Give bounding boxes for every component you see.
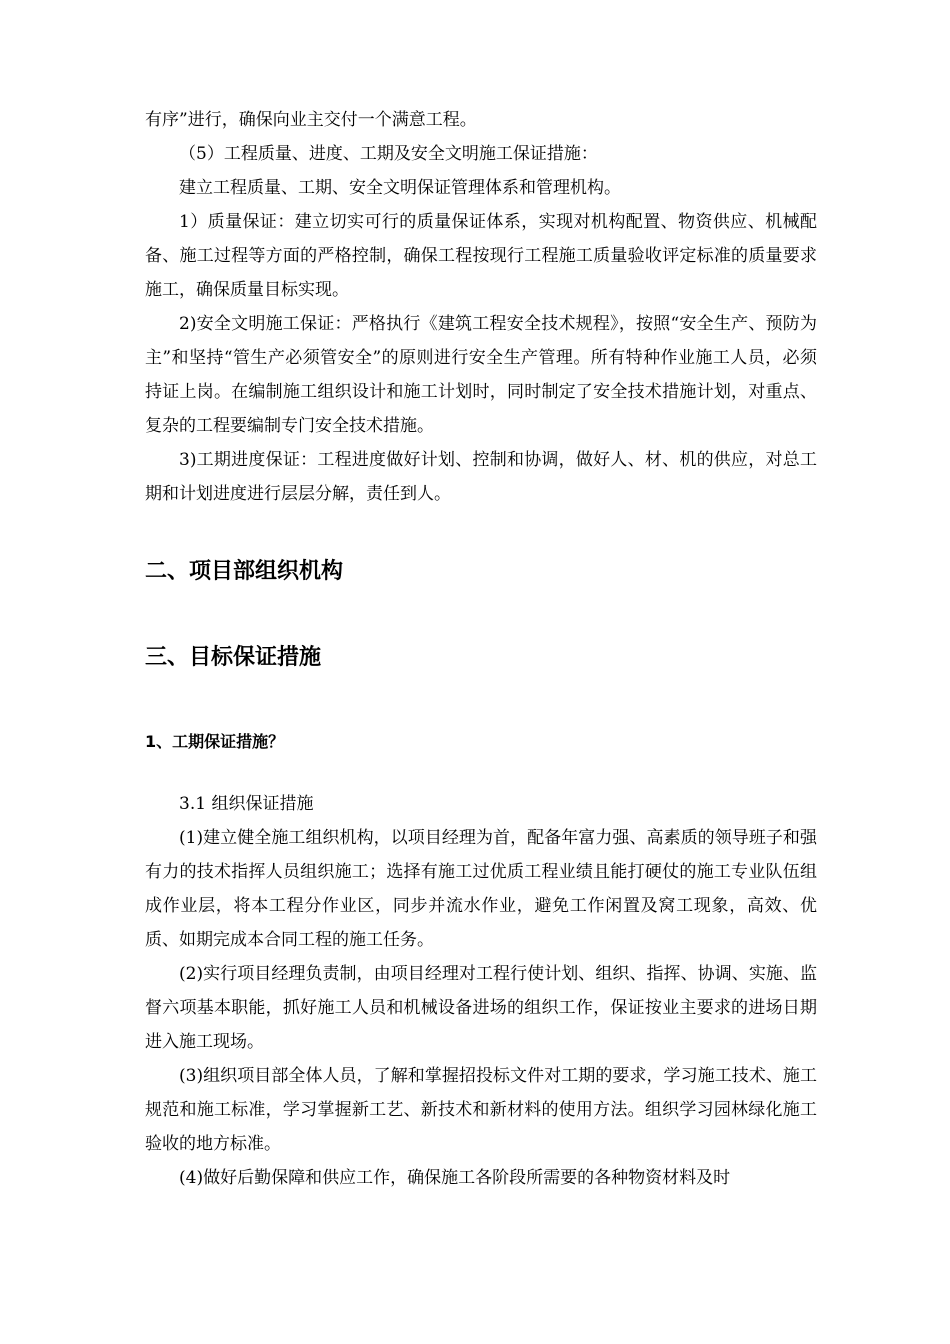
section-heading-organization: 二、项目部组织机构 bbox=[145, 559, 344, 584]
paragraph-item-5: （5）工程质量、进度、工期及安全文明施工保证措施： bbox=[179, 144, 598, 164]
paragraph-measure-2: (2)实行项目经理负责制，由项目经理对工程行使计划、组织、指挥、协调、实施、监督六项基本职能，抓好施工人员和机械设备进场的组织工作，保证按业主要求的进场日期进入施工现场。 bbox=[145, 964, 817, 1052]
paragraph-schedule-guarantee: 3)工期进度保证：工程进度做好计划、控制和协调，做好人、材、机的供应，对总工期和计划进度进行层层分解，责任到人。 bbox=[145, 450, 817, 504]
paragraph-measure-1: (1)建立健全施工组织机构，以项目经理为首，配备年富力强、高素质的领导班子和强有力的技术指挥人员组织施工；选择有施工过优质工程业绩且能打硬仗的施工专业队伍组成作业层，将本工程分作业区，同步并流水作业，避免工作闲置及窝工现象，高效、优质、如期完成本合同工程的施工任务。 bbox=[145, 828, 817, 950]
paragraph-3-1: 3.1 组织保证措施 bbox=[179, 794, 314, 814]
paragraph-management-system: 建立工程质量、工期、安全文明保证管理体系和管理机构。 bbox=[179, 178, 621, 198]
paragraph-quality-guarantee: 1）质量保证：建立切实可行的质量保证体系，实现对机构配置、物资供应、机械配备、施工过程等方面的严格控制，确保工程按现行工程施工质量验收评定标准的质量要求施工，确保质量目标实现。 bbox=[145, 212, 817, 300]
paragraph-measure-3: (3)组织项目部全体人员，了解和掌握招投标文件对工期的要求，学习施工技术、施工规范和施工标准，学习掌握新工艺、新技术和新材料的使用方法。组织学习园林绿化施工验收的地方标准。 bbox=[145, 1066, 817, 1154]
paragraph-safety-guarantee: 2)安全文明施工保证：严格执行《建筑工程安全技术规程》，按照“安全生产、预防为主”和坚持“管生产必须管安全”的原则进行安全生产管理。所有特种作业施工人员，必须持证上岗。在编制施工组织设计和施工计划时，同时制定了安全技术措施计划，对重点、复杂的工程要编制专门安全技术措施。 bbox=[145, 314, 817, 436]
paragraph-measure-4: (4)做好后勤保障和供应工作，确保施工各阶段所需要的各种物资材料及时 bbox=[179, 1168, 731, 1188]
paragraph-continuation: 有序”进行，确保向业主交付一个满意工程。 bbox=[145, 110, 477, 130]
section-heading-target-measures: 三、目标保证措施 bbox=[145, 645, 322, 670]
subheading-schedule-measures: 1、工期保证措施？ bbox=[145, 732, 285, 751]
